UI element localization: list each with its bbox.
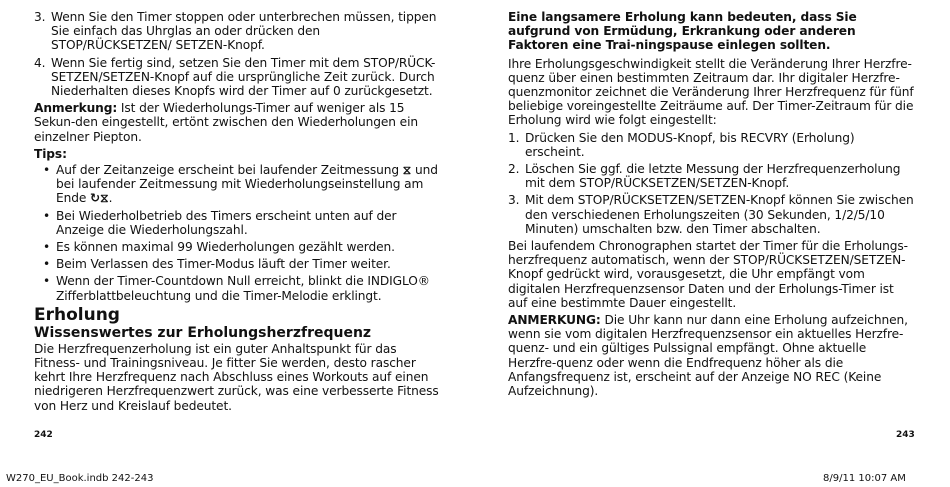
step-4 <box>34 56 442 99</box>
step-number: 3. <box>34 10 46 24</box>
step-2 <box>508 162 916 190</box>
tip-item: • Beim Verlassen des Timer-Modus läuft der Timer weiter. <box>43 257 391 272</box>
left-page <box>34 10 442 416</box>
step-number: 2. <box>508 162 520 177</box>
body-paragraph: Ihre Erholungsgeschwindigkeit stellt die Veränderung Ihrer Herzfre-quenz über einen bestimmten Zeitraum dar. Ihr digitaler Herzfre-quenzmonitor zeichnet die Veränderung Ihrer Herzfrequenz für fünf beliebige voreingestellte Zeiträume auf. Der Timer-Zeitraum für die Erholung wird wie folgt eingestellt: <box>508 56 914 128</box>
bullet-icon: • <box>43 274 51 289</box>
subsection-title: Wissenswertes zur Erholungsherzfrequenz <box>34 324 372 341</box>
page-number-right: 243 <box>896 430 915 440</box>
note-text: Die Uhr kann nur dann eine Erholung aufzeichnen, wenn sie vom digitalen Herzfrequenzsensor ein aktuelles Herzfre-quenz- und ein gültiges Pulssignal empfängt. Ohne aktuelle Herzfre-quenz oder wenn die Endfrequenz höher als die Anfangsfrequenz ist, erscheint auf der Anzeige NO REC (Keine Aufzeichnung). <box>508 313 908 399</box>
repeat-hourglass-icon: ↻⧖ <box>90 191 109 206</box>
tip-item: • Auf der Zeitanzeige erscheint bei laufender Zeitmessung ⧖ und bei laufender Zeitmessung mit Wiederholungseinstellung am Ende ↻⧖. <box>43 163 438 206</box>
step-1 <box>508 131 916 159</box>
note-paragraph <box>34 101 442 144</box>
step-number: 3. <box>508 193 520 208</box>
step-text: Mit dem STOP/RÜCKSETZEN/SETZEN-Knopf können Sie zwischen den verschiedenen Erholungszeiten (30 Sekunden, 1/2/5/10 Minuten) umschalten bzw. den Timer abschalten. <box>525 193 914 236</box>
step-number: 1. <box>508 130 520 145</box>
note-label: ANMERKUNG: <box>508 313 601 328</box>
note-paragraph <box>508 313 916 398</box>
bullet-icon: • <box>43 240 51 255</box>
step-text: Wenn Sie fertig sind, setzen Sie den Timer mit dem STOP/RÜCK-SETZEN/SETZEN-Knopf auf die ursprüngliche Zeit zurück. Durch Niederhalten dieses Knopfs wird der Timer auf 0 zurückgesetzt. <box>51 55 436 99</box>
bullet-icon: • <box>43 257 51 272</box>
bullet-icon: • <box>43 163 51 178</box>
step-number: 4. <box>34 55 46 70</box>
footer-timestamp: 8/9/11 10:07 AM <box>823 473 906 484</box>
page-number-left: 242 <box>34 430 53 440</box>
section-title: Erholung <box>34 304 120 325</box>
tip-item: • Es können maximal 99 Wiederholungen gezählt werden. <box>43 240 395 255</box>
step-text: Drücken Sie den MODUS-Knopf, bis RECVRY (Erholung) erscheint. <box>525 130 855 159</box>
step-text: Löschen Sie ggf. die letzte Messung der Herzfrequenzerholung mit dem STOP/RÜCKSETZEN/SETZEN-Knopf. <box>525 162 901 191</box>
footer-file-info: W270_EU_Book.indb 242-243 <box>6 473 154 484</box>
bold-intro: Eine langsamere Erholung kann bedeuten, dass Sie aufgrund von Ermüdung, Erkrankung oder anderen Faktoren eine Trai-ningspause einlegen sollten. <box>508 10 857 53</box>
note-text: Ist der Wiederholungs-Timer auf weniger als 15 Sekun-den eingestellt, ertönt zwischen den Wiederholungen ein einzelner Piepton. <box>34 101 418 144</box>
bullet-icon: • <box>43 208 51 223</box>
tip-item: • Wenn der Timer-Countdown Null erreicht, blinkt die INDIGLO® Zifferblattbeleuchtung und die Timer-Melodie erklingt. <box>43 274 430 303</box>
step-3 <box>508 193 916 236</box>
body-paragraph: Die Herzfrequenzerholung ist ein guter Anhaltspunkt für das Fitness- und Trainingsniveau. Je fitter Sie werden, desto rascher kehrt Ihre Herzfrequenz nach Abschluss eines Workouts auf einen niedrigeren Herzfrequenzwert zurück, was eine verbesserte Fitness von Herz und Kreislauf bedeutet. <box>34 341 439 413</box>
tip-item: • Bei Wiederholbetrieb des Timers erscheint unten auf der Anzeige die Wiederholungszahl. <box>43 208 397 237</box>
body-paragraph: Bei laufendem Chronographen startet der Timer für die Erholungs-herzfrequenz automatisch, wenn der STOP/RÜCKSETZEN/SETZEN-Knopf gedrückt wird, vorausgesetzt, die Uhr empfängt vom digitalen Herzfrequenzsensor Daten und der Erholungs-Timer ist auf eine bestimmte Dauer eingestellt. <box>508 239 908 310</box>
right-page <box>508 10 916 401</box>
step-text: Wenn Sie den Timer stoppen oder unterbrechen müssen, tippen Sie einfach das Uhrglas an oder drücken den STOP/RÜCKSETZEN/ SETZEN-Knopf. <box>51 10 437 53</box>
step-3 <box>34 10 442 53</box>
hourglass-icon: ⧖ <box>402 163 412 178</box>
note-label: Anmerkung: <box>34 101 118 116</box>
tips-heading: Tips: <box>34 146 67 161</box>
